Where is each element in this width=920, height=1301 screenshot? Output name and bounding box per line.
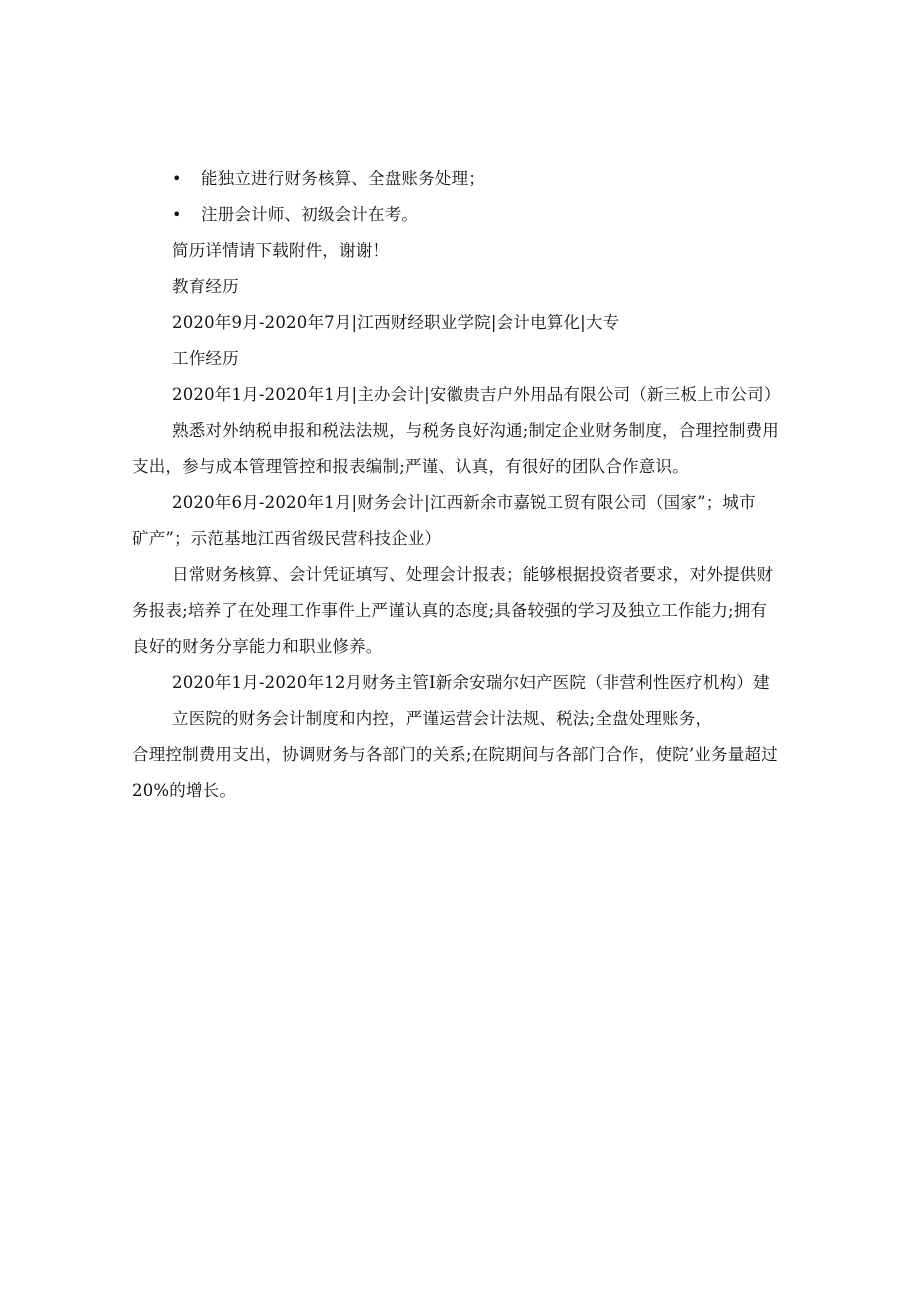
skill-item-2: 注册会计师、初级会计在考。 <box>201 205 419 224</box>
job3-desc-line-3: 20%的增长。 <box>132 781 237 800</box>
job2-desc-line-1: 日常财务核算、会计凭证填写、处理会计报表；能够根据投资者要求，对外提供财 <box>172 565 774 584</box>
job3-title: 2020年1月-2020年12月财务主管I新余安瑞尔妇产医院（非营利性医疗机构）建 <box>172 673 770 692</box>
resume-note: 简历详情请下载附件，谢谢！ <box>172 241 390 260</box>
job3-desc-line-1: 立医院的财务会计制度和内控，严谨运营会计法规、税法;全盘处理账务， <box>172 709 713 728</box>
job2-desc-line-3: 良好的财务分享能力和职业修养。 <box>132 637 383 656</box>
job1-title: 2020年1月-2020年1月|主办会计|安徽贵吉户外用品有限公司（新三板上市公司） <box>172 385 781 404</box>
education-entry: 2020年9月-2020年7月|江西财经职业学院|会计电算化|大专 <box>172 313 620 332</box>
job2-desc-line-2: 务报表;培养了在处理工作事件上严谨认真的态度;具备较强的学习及独立工作能力;拥有 <box>132 601 768 620</box>
job2-title-line-2: 矿产”；示范基地江西省级民营科技企业） <box>132 529 442 548</box>
job1-desc-line-2: 支出，参与成本管理管控和报表编制;严谨、认真，有很好的团队合作意识。 <box>132 457 689 476</box>
bullet-mark-1: • <box>172 169 182 188</box>
job2-title-line-1: 2020年6月-2020年1月|财务会计|江西新余市嘉锐工贸有限公司（国家”；城市 <box>172 493 756 512</box>
job1-desc-line-1: 熟悉对外纳税申报和税法法规，与税务良好沟通;制定企业财务制度，合理控制费用 <box>172 421 779 440</box>
bullet-mark-2: • <box>172 205 182 224</box>
job3-desc-line-2: 合理控制费用支出，协调财务与各部门的关系;在院期间与各部门合作，使院’业务量超过 <box>132 745 778 764</box>
skill-item-1: 能独立进行财务核算、全盘账务处理； <box>201 169 485 188</box>
work-heading: 工作经历 <box>172 349 239 368</box>
education-heading: 教育经历 <box>172 277 239 296</box>
